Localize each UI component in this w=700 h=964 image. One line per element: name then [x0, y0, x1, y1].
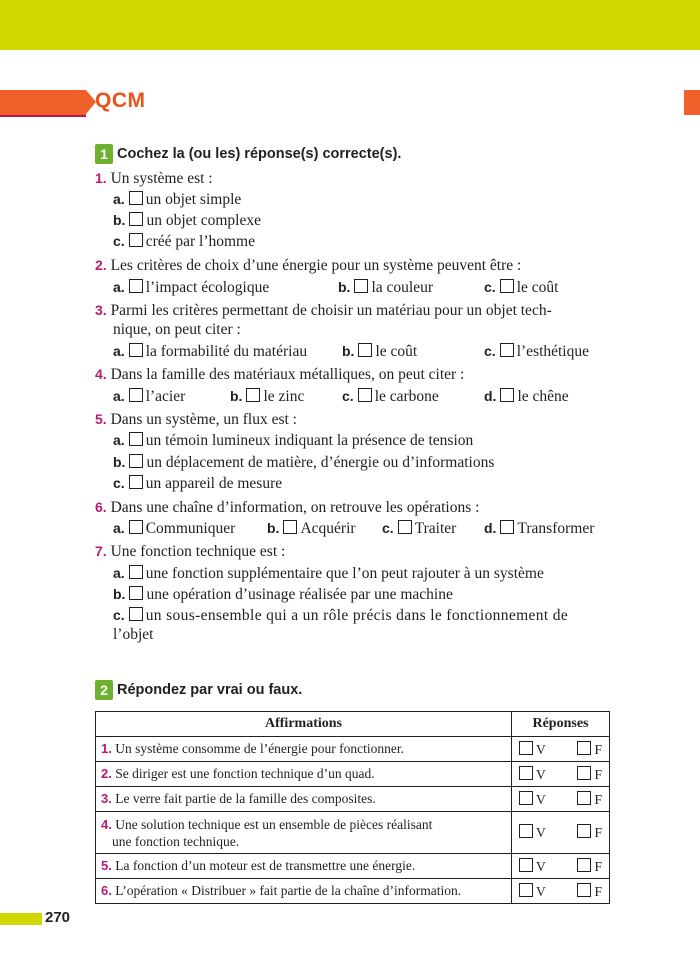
- affirmation-cell: 1. Un système consomme de l’énergie pour fonctionner.: [96, 737, 512, 762]
- true-option[interactable]: V: [519, 858, 546, 875]
- table-row: [96, 854, 610, 879]
- affirmation-cell: 2. Se diriger est une fonction technique d’un quad.: [96, 762, 512, 787]
- option-3a[interactable]: a. la formabilité du matériau: [113, 343, 308, 360]
- checkbox[interactable]: [129, 388, 143, 402]
- question-3-continued: nique, on peut citer :: [113, 321, 241, 338]
- option-3b[interactable]: b. le coût: [342, 343, 418, 360]
- answer-cell: [512, 737, 610, 762]
- table-row: [96, 879, 610, 904]
- table-row: [96, 737, 610, 762]
- option-5c[interactable]: c. un appareil de mesure: [113, 475, 283, 492]
- affirmation-cell: 3. Le verre fait partie de la famille des composites.: [96, 787, 512, 812]
- checkbox[interactable]: [500, 388, 514, 402]
- checkbox[interactable]: [129, 212, 143, 226]
- true-option[interactable]: V: [519, 824, 546, 841]
- page-number: 270: [45, 909, 71, 926]
- checkbox[interactable]: [129, 454, 143, 468]
- option-1c[interactable]: c. créé par l’homme: [113, 233, 255, 250]
- checkbox[interactable]: [246, 388, 260, 402]
- right-edge-tab: [684, 90, 700, 115]
- option-6b[interactable]: b. Acquérir: [267, 520, 356, 537]
- question-5: 5. Dans un système, un flux est :: [95, 411, 297, 428]
- table-header-row: [96, 712, 610, 737]
- checkbox[interactable]: [577, 824, 591, 838]
- affirmation-cell: 5. La fonction d’un moteur est de transmettre une énergie.: [96, 854, 512, 879]
- checkbox[interactable]: [577, 791, 591, 805]
- checkbox[interactable]: [358, 343, 372, 357]
- false-option[interactable]: F: [577, 824, 602, 841]
- answer-cell: [512, 879, 610, 904]
- option-7c-continued: l’objet: [113, 626, 154, 643]
- checkbox[interactable]: [577, 741, 591, 755]
- option-1a[interactable]: a. un objet simple: [113, 191, 242, 208]
- checkbox[interactable]: [577, 883, 591, 897]
- option-6d[interactable]: d. Transformer: [484, 520, 595, 537]
- qcm-banner: [0, 90, 86, 115]
- checkbox[interactable]: [129, 607, 143, 621]
- section-1-badge: 1: [95, 144, 113, 164]
- true-option[interactable]: V: [519, 741, 546, 758]
- qcm-banner-underline: [0, 115, 86, 117]
- checkbox[interactable]: [519, 858, 533, 872]
- checkbox[interactable]: [129, 191, 143, 205]
- option-7b[interactable]: b. une opération d’usinage réalisée par une machine: [113, 586, 453, 603]
- checkbox[interactable]: [519, 824, 533, 838]
- option-7a[interactable]: a. une fonction supplémentaire que l’on peut rajouter à un système: [113, 565, 544, 582]
- checkbox[interactable]: [129, 565, 143, 579]
- checkbox[interactable]: [519, 741, 533, 755]
- checkbox[interactable]: [519, 766, 533, 780]
- checkbox[interactable]: [500, 279, 514, 293]
- checkbox[interactable]: [129, 432, 143, 446]
- true-option[interactable]: V: [519, 766, 546, 783]
- option-4d[interactable]: d. le chêne: [484, 388, 569, 405]
- true-option[interactable]: V: [519, 791, 546, 808]
- affirmation-cell: 4. Une solution technique est un ensemble de pièces réalisant une fonction technique.: [96, 812, 512, 854]
- question-7: 7. Une fonction technique est :: [95, 543, 286, 560]
- table-row: [96, 812, 610, 854]
- answer-cell: [512, 854, 610, 879]
- section-2-heading: [95, 680, 302, 700]
- question-4: 4. Dans la famille des matériaux métalliques, on peut citer :: [95, 366, 465, 383]
- section-1-heading: [95, 144, 401, 164]
- affirmation-cell: 6. L’opération « Distribuer » fait partie de la chaîne d’information.: [96, 879, 512, 904]
- table-row: [96, 787, 610, 812]
- option-4b[interactable]: b. le zinc: [230, 388, 305, 405]
- checkbox[interactable]: [129, 279, 143, 293]
- section-2-badge: 2: [95, 680, 113, 700]
- table-row: [96, 762, 610, 787]
- footer-color-bar: [0, 913, 42, 925]
- answer-cell: [512, 812, 610, 854]
- checkbox[interactable]: [354, 279, 368, 293]
- checkbox[interactable]: [500, 520, 514, 534]
- header-reponses: Réponses: [512, 712, 610, 737]
- option-1b[interactable]: b. un objet complexe: [113, 212, 261, 229]
- true-option[interactable]: V: [519, 883, 546, 900]
- question-3: 3. Parmi les critères permettant de choisir un matériau pour un objet tech-: [95, 302, 552, 319]
- option-6c[interactable]: c. Traiter: [382, 520, 457, 537]
- header-affirmations: Affirmations: [96, 712, 512, 737]
- section-2-instruction: Répondez par vrai ou faux.: [117, 682, 303, 698]
- true-false-table: [95, 711, 610, 904]
- checkbox[interactable]: [283, 520, 297, 534]
- answer-cell: [512, 787, 610, 812]
- question-2: 2. Les critères de choix d’une énergie pour un système peuvent être :: [95, 257, 522, 274]
- checkbox[interactable]: [129, 343, 143, 357]
- checkbox[interactable]: [398, 520, 412, 534]
- section-1-instruction: Cochez la (ou les) réponse(s) correcte(s).: [117, 146, 402, 162]
- option-6a[interactable]: a. Communiquer: [113, 520, 236, 537]
- option-5b[interactable]: b. un déplacement de matière, d’énergie ou d’informations: [113, 454, 495, 471]
- option-2c[interactable]: c. le coût: [484, 279, 559, 296]
- top-color-bar: [0, 0, 700, 50]
- false-option[interactable]: F: [577, 883, 602, 900]
- option-4a[interactable]: a. l’acier: [113, 388, 186, 405]
- question-6: 6. Dans une chaîne d’information, on retrouve les opérations :: [95, 499, 480, 516]
- question-1: 1. Un système est :: [95, 170, 213, 187]
- option-4c[interactable]: c. le carbone: [342, 388, 439, 405]
- checkbox[interactable]: [519, 883, 533, 897]
- option-5a[interactable]: a. un témoin lumineux indiquant la présence de tension: [113, 432, 474, 449]
- false-option[interactable]: F: [577, 741, 602, 758]
- checkbox[interactable]: [129, 586, 143, 600]
- page-title: QCM: [95, 89, 146, 112]
- checkbox[interactable]: [500, 343, 514, 357]
- option-2a[interactable]: a. l’impact écologique: [113, 279, 270, 296]
- answer-cell: [512, 762, 610, 787]
- checkbox[interactable]: [129, 520, 143, 534]
- false-option[interactable]: F: [577, 766, 602, 783]
- false-option[interactable]: F: [577, 791, 602, 808]
- option-2b[interactable]: b. la couleur: [338, 279, 433, 296]
- checkbox[interactable]: [358, 388, 372, 402]
- checkbox[interactable]: [577, 766, 591, 780]
- checkbox[interactable]: [577, 858, 591, 872]
- option-7c[interactable]: c. un sous-ensemble qui a un rôle précis dans le fonctionnement de: [113, 607, 569, 624]
- checkbox[interactable]: [129, 233, 143, 247]
- false-option[interactable]: F: [577, 858, 602, 875]
- checkbox[interactable]: [519, 791, 533, 805]
- checkbox[interactable]: [129, 475, 143, 489]
- option-3c[interactable]: c. l’esthétique: [484, 343, 589, 360]
